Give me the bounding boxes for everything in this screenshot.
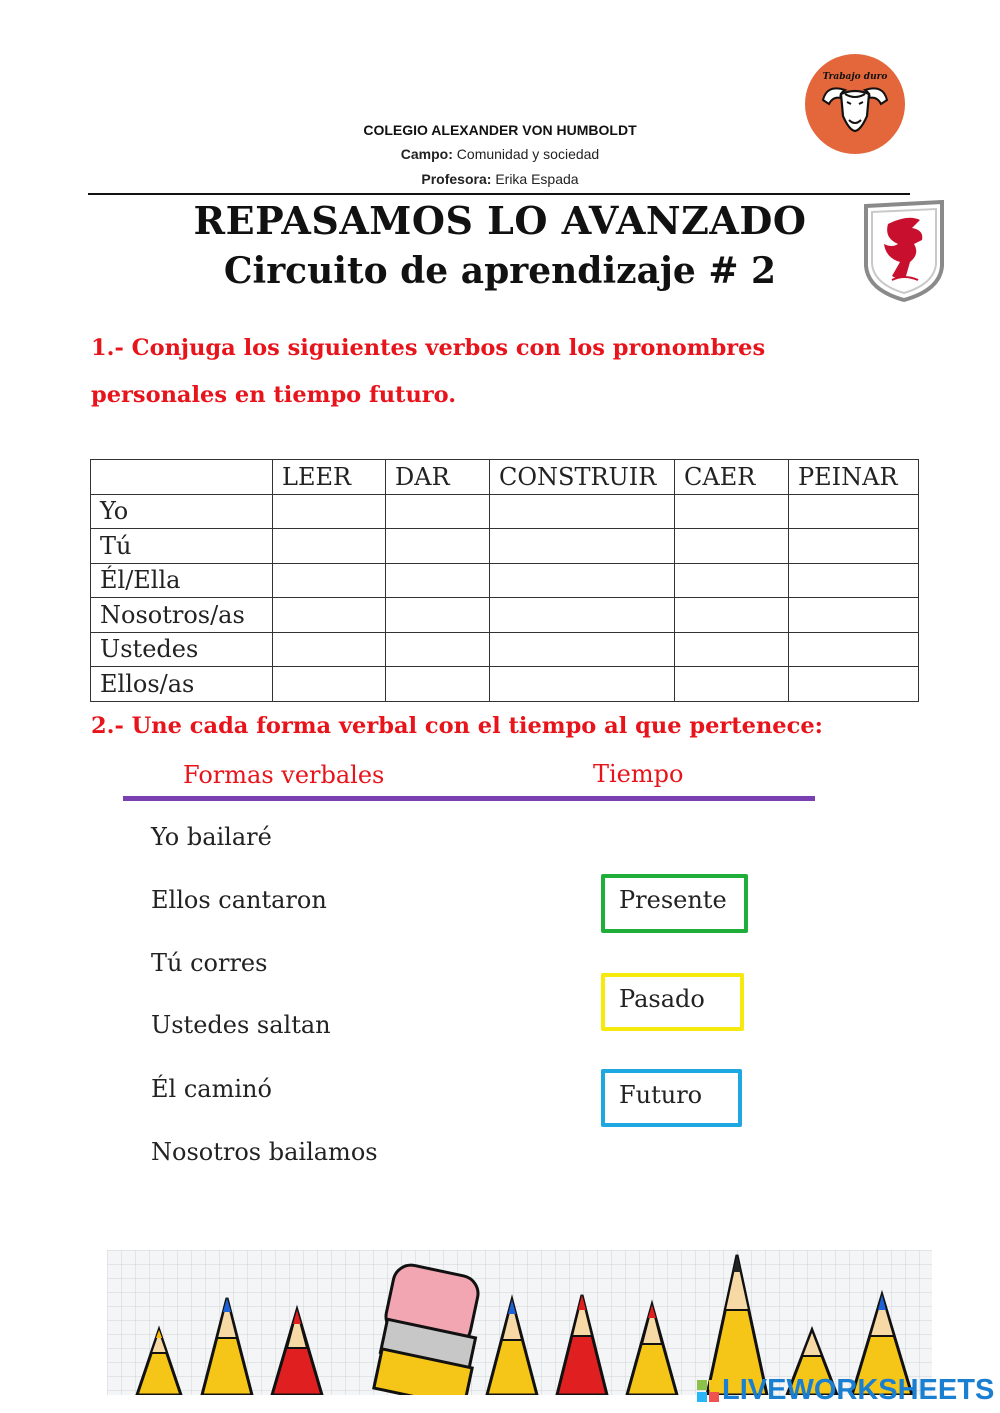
campo-value: Comunidad y sociedad — [456, 146, 600, 162]
answer-cell[interactable] — [490, 563, 675, 598]
verb-form-item[interactable]: Ustedes saltan — [151, 1011, 331, 1039]
tense-box-futuro[interactable]: Futuro — [601, 1069, 742, 1127]
answer-cell[interactable] — [386, 598, 490, 633]
verb-header: PEINAR — [789, 460, 919, 495]
answer-cell[interactable] — [490, 529, 675, 564]
profesora-line — [0, 171, 1000, 187]
answer-cell[interactable] — [789, 667, 919, 702]
table-row — [91, 494, 919, 529]
answer-cell[interactable] — [273, 494, 386, 529]
exercise1-instruction-line2: personales en tiempo futuro. — [91, 382, 457, 408]
pronoun-cell: Ustedes — [91, 632, 273, 667]
answer-cell[interactable] — [789, 563, 919, 598]
header-divider — [88, 193, 910, 195]
answer-cell[interactable] — [490, 667, 675, 702]
verb-header: CAER — [675, 460, 789, 495]
pronoun-cell: Él/Ella — [91, 563, 273, 598]
answer-cell[interactable] — [789, 494, 919, 529]
answer-cell[interactable] — [386, 563, 490, 598]
profesora-value: Erika Espada — [495, 171, 579, 187]
pronoun-cell: Ellos/as — [91, 667, 273, 702]
verb-form-item[interactable]: Él caminó — [151, 1075, 272, 1103]
profesora-label: Profesora: — [421, 171, 492, 187]
exercise2-instruction: 2.- Une cada forma verbal con el tiempo al que pertenece: — [91, 713, 823, 739]
verb-form-item[interactable]: Nosotros bailamos — [151, 1138, 378, 1166]
tense-box-presente[interactable]: Presente — [601, 874, 748, 933]
campo-label: Campo: — [400, 146, 453, 162]
answer-cell[interactable] — [386, 667, 490, 702]
pronoun-cell: Tú — [91, 529, 273, 564]
verb-form-item[interactable]: Tú corres — [151, 949, 268, 977]
answer-cell[interactable] — [675, 494, 789, 529]
conjugation-table — [90, 459, 919, 702]
answer-cell[interactable] — [273, 563, 386, 598]
verb-header: LEER — [273, 460, 386, 495]
exercise1-instruction-line1: 1.- Conjuga los siguientes verbos con los pronombres — [91, 335, 766, 361]
tense-box-pasado[interactable]: Pasado — [601, 973, 744, 1031]
table-corner-cell — [91, 460, 273, 495]
school-name: COLEGIO ALEXANDER VON HUMBOLDT — [363, 122, 637, 138]
forms-column-header: Formas verbales — [183, 761, 385, 789]
pronoun-cell: Nosotros/as — [91, 598, 273, 633]
trabajo-duro-logo — [805, 54, 905, 154]
subtitle: Circuito de aprendizaje # 2 — [223, 250, 777, 292]
table-row — [91, 529, 919, 564]
answer-cell[interactable] — [490, 632, 675, 667]
answer-cell[interactable] — [386, 529, 490, 564]
table-row — [91, 563, 919, 598]
answer-cell[interactable] — [490, 494, 675, 529]
table-row — [91, 667, 919, 702]
table-row — [91, 598, 919, 633]
answer-cell[interactable] — [675, 667, 789, 702]
answer-cell[interactable] — [675, 632, 789, 667]
answer-cell[interactable] — [789, 598, 919, 633]
answer-cell[interactable] — [273, 632, 386, 667]
answer-cell[interactable] — [675, 529, 789, 564]
verb-header: CONSTRUIR — [490, 460, 675, 495]
answer-cell[interactable] — [789, 529, 919, 564]
verb-form-item[interactable]: Ellos cantaron — [151, 886, 327, 914]
column-divider — [123, 796, 815, 801]
answer-cell[interactable] — [273, 667, 386, 702]
main-title: REPASAMOS LO AVANZADO — [193, 198, 807, 243]
answer-cell[interactable] — [675, 563, 789, 598]
liveworksheets-brand[interactable]: LIVEWORKSHEETS — [722, 1374, 995, 1406]
answer-cell[interactable] — [490, 598, 675, 633]
table-row — [91, 632, 919, 667]
buffalo-icon — [805, 54, 905, 154]
pronoun-cell: Yo — [91, 494, 273, 529]
answer-cell[interactable] — [789, 632, 919, 667]
table-header-row — [91, 460, 919, 495]
verb-header: DAR — [386, 460, 490, 495]
liveworksheets-logo-icon — [697, 1380, 719, 1402]
answer-cell[interactable] — [386, 494, 490, 529]
answer-cell[interactable] — [273, 598, 386, 633]
verb-form-item[interactable]: Yo bailaré — [151, 823, 272, 851]
logo-caption: Trabajo duro — [822, 72, 888, 82]
answer-cell[interactable] — [675, 598, 789, 633]
answer-cell[interactable] — [386, 632, 490, 667]
answer-cell[interactable] — [273, 529, 386, 564]
tense-column-header: Tiempo — [593, 760, 684, 788]
